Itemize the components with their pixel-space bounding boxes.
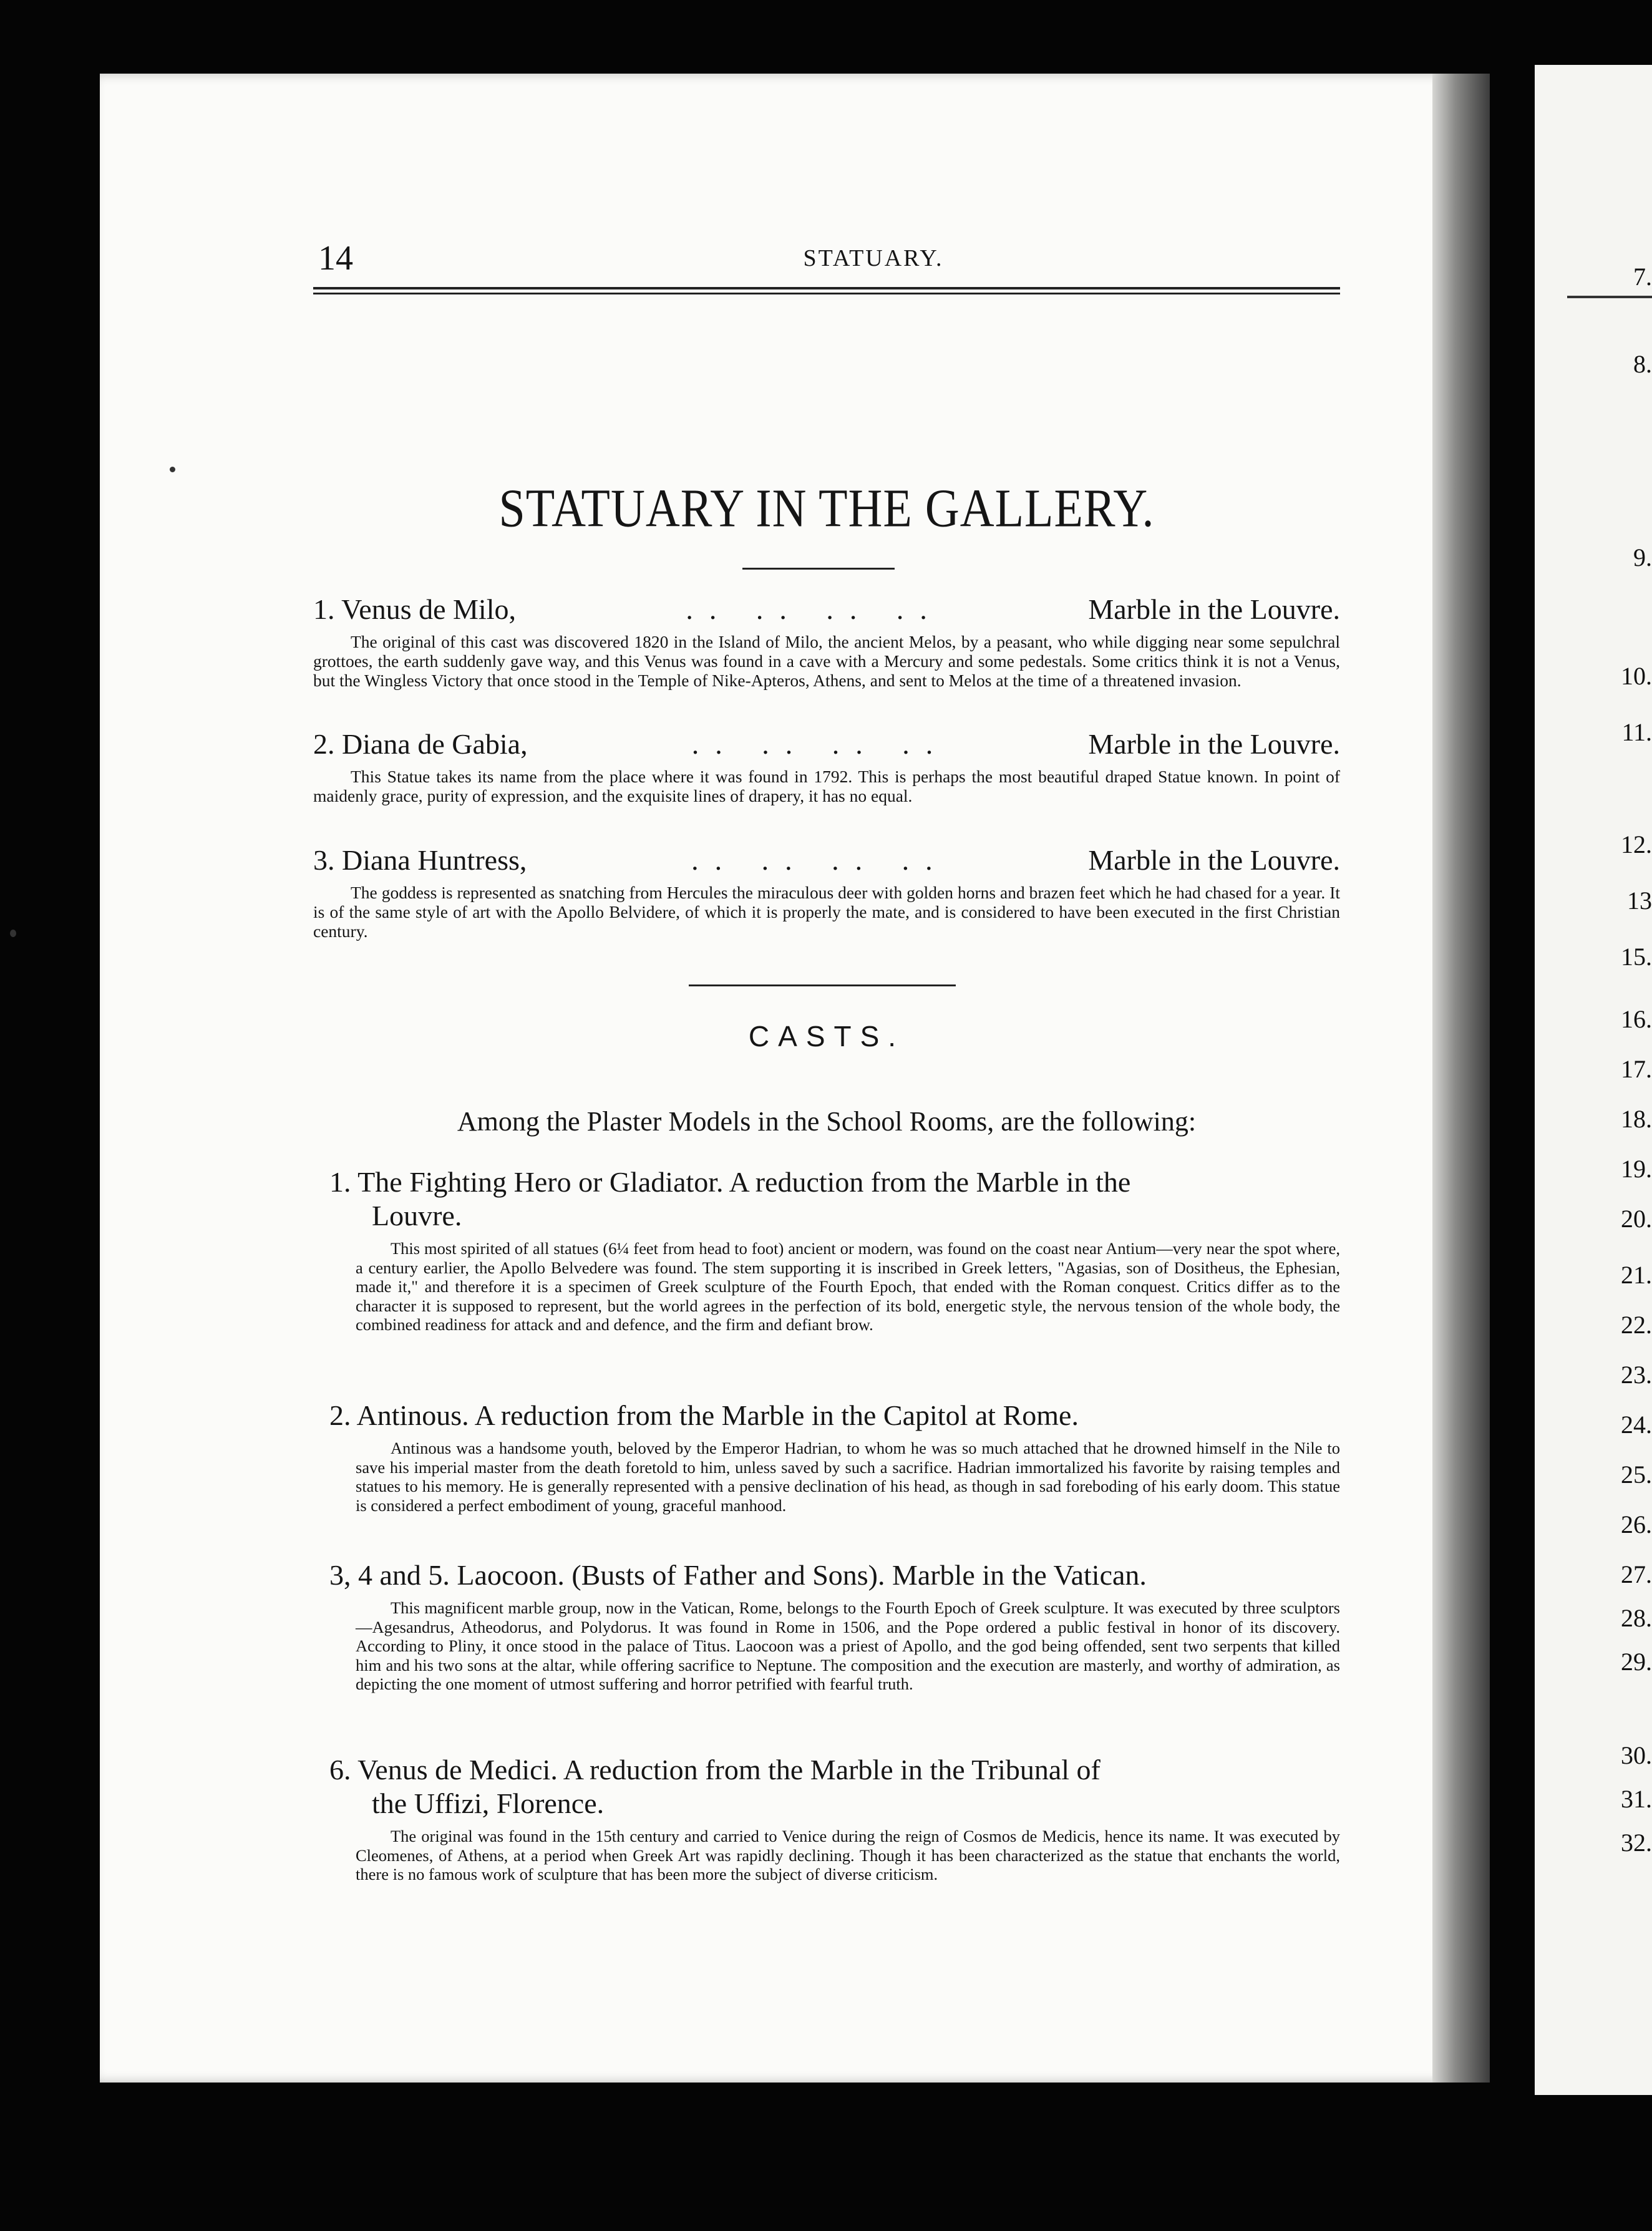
facing-page-number: 25. bbox=[1621, 1461, 1652, 1489]
dust-speck bbox=[10, 930, 16, 937]
entry-description: The goddess is represented as snatching from Hercules the miraculous deer with golden horns and brazen feet which he had chased for a year. It is of the same style of art with the Apollo Belvidere, of which it is properly the mate, and is considered to have been executed in the first Christian century. bbox=[313, 883, 1340, 941]
facing-page bbox=[1535, 65, 1652, 2095]
entry-location: Marble in the Louvre. bbox=[1088, 728, 1340, 760]
section-title: STATUARY IN THE GALLERY. bbox=[498, 478, 1155, 539]
cast-entry bbox=[329, 1165, 1340, 1334]
facing-page-number: 9. bbox=[1633, 543, 1652, 571]
cast-description: The original was found in the 15th century and carried to Venice during the reign of Cosmos de Medicis, hence its name. It was executed by Cleomenes, of Athens, at a period when Greek Art was rapidly declining. Though it has been characterized as the statue that enchants the world, there is no famous work of sculpture that has been more the subject of diverse criticism. bbox=[356, 1827, 1340, 1883]
facing-page-number: 18. bbox=[1621, 1105, 1652, 1133]
facing-page-number: 17. bbox=[1621, 1055, 1652, 1083]
cast-heading: 1. The Fighting Hero or Gladiator. A reduction from the Marble in the Louvre. bbox=[329, 1166, 1131, 1232]
facing-page-number: 27. bbox=[1621, 1560, 1652, 1588]
facing-page-number: 11. bbox=[1621, 718, 1652, 746]
leader-dots: .. .. .. .. bbox=[686, 593, 943, 625]
entry-name: 2. Diana de Gabia, bbox=[313, 728, 528, 760]
cast-description: Antinous was a handsome youth, beloved by the Emperor Hadrian, to whom he was so much attached that he drowned himself in the Nile to save his imperial master from the death foretold to him, unless saved by such a sacrifice. Hadrian immortalized his favorite by raising temples and statues to his memory. He is generally represented with a pensive declination of his head, as though in sad foreboding of his early doom. This statue is considered a perfect embodiment of young, graceful manhood. bbox=[356, 1439, 1340, 1515]
cast-heading: 2. Antinous. A reduction from the Marble in the Capitol at Rome. bbox=[329, 1399, 1079, 1431]
gallery-entry bbox=[313, 727, 1340, 805]
entry-description: The original of this cast was discovered 1820 in the Island of Milo, the ancient Melos, by a peasant, who while digging near some sepulchral grottoes, the earth suddenly gave way, and this Venus was found in a cave with a Mercury and some pedestals. Some critics think it is not a Venus, but the Wingless Victory that once stood in the Temple of Nike-Apteros, Athens, and sent to Melos at the time of a threatened invasion. bbox=[313, 632, 1340, 690]
facing-page-number: 19. bbox=[1621, 1155, 1652, 1183]
header-double-rule bbox=[313, 287, 1340, 298]
entry-description: This Statue takes its name from the place where it was found in 1792. This is perhaps the most beautiful draped Statue known. In point of maidenly grace, purity of expression, and the exquisite lines of drapery, it has no equal. bbox=[313, 767, 1340, 805]
facing-page-number: 21. bbox=[1621, 1261, 1652, 1289]
facing-page-number: 29. bbox=[1621, 1648, 1652, 1676]
cast-entry bbox=[329, 1753, 1340, 1884]
facing-page-number: 13 bbox=[1627, 887, 1652, 915]
entry-name: 3. Diana Huntress, bbox=[313, 844, 527, 876]
page-gutter-shadow bbox=[1432, 74, 1490, 2083]
section-divider bbox=[689, 984, 956, 986]
leader-dots: .. .. .. .. bbox=[691, 728, 950, 760]
facing-page-number: 32. bbox=[1621, 1829, 1652, 1857]
casts-intro: Among the Plaster Models in the School Rooms, are the following: bbox=[457, 1106, 1197, 1137]
facing-page-number: 22. bbox=[1621, 1311, 1652, 1339]
facing-page-number: 16. bbox=[1621, 1005, 1652, 1033]
cast-heading: 6. Venus de Medici. A reduction from the Marble in the Tribunal of the Uffizi, Florence. bbox=[329, 1754, 1101, 1819]
page-number: 14 bbox=[318, 239, 353, 278]
cast-entry bbox=[329, 1399, 1340, 1515]
dust-speck bbox=[170, 467, 175, 472]
facing-page-number: 12. bbox=[1621, 830, 1652, 858]
facing-page-rule bbox=[1567, 296, 1652, 298]
cast-description: This magnificent marble group, now in the Vatican, Rome, belongs to the Fourth Epoch of Greek sculpture. It was executed by three sculptors—Agesandrus, Atheodorus, and Polydorus. It was found in Rome in 1506, and the Pope ordered a public festival in honor of its discovery. According to Pliny, it once stood in the palace of Titus. Laocoon was a priest of Apollo, and the god being offended, sent two serpents that killed him and his two sons at the altar, while offering sacrifice to Neptune. The composition and the execution are masterly, and worthy of admiration, as depicting the one moment of utmost suffering and horror petrified with fearful truth. bbox=[356, 1598, 1340, 1693]
cast-heading: 3, 4 and 5. Laocoon. (Busts of Father and Sons). Marble in the Vatican. bbox=[329, 1559, 1147, 1591]
cast-description: This most spirited of all statues (6¼ feet from head to foot) ancient or modern, was found on the coast near Antium—very near the spot where, a century earlier, the Apollo Belvedere was found. The stem supporting it is inscribed in Greek letters, "Agasias, son of Dositheus, the Ephesian, made it," and therefore it is a specimen of Greek sculpture of the Fourth Epoch, that ended with the Roman conquest. Critics differ as to the character it is supposed to represent, but the world agrees in the perfection of its bold, energetic style, the nervous tension of the whole body, the combined readiness for attack and and defence, and the firm and defiant brow. bbox=[356, 1239, 1340, 1334]
casts-title: CASTS. bbox=[748, 1020, 905, 1052]
entry-location: Marble in the Louvre. bbox=[1088, 593, 1340, 625]
facing-page-number: 30. bbox=[1621, 1741, 1652, 1769]
gallery-entry bbox=[313, 843, 1340, 941]
facing-page-number: 10. bbox=[1621, 662, 1652, 690]
cast-entry bbox=[329, 1558, 1340, 1694]
gallery-entry bbox=[313, 593, 1340, 690]
leader-dots: .. .. .. .. bbox=[691, 844, 949, 876]
facing-page-number: 8. bbox=[1633, 350, 1652, 378]
running-head: STATUARY. bbox=[803, 245, 944, 271]
facing-page-number: 20. bbox=[1621, 1205, 1652, 1233]
title-rule bbox=[742, 568, 895, 570]
entry-name: 1. Venus de Milo, bbox=[313, 593, 516, 625]
facing-page-number: 31. bbox=[1621, 1785, 1652, 1813]
facing-page-number: 26. bbox=[1621, 1510, 1652, 1538]
entry-location: Marble in the Louvre. bbox=[1088, 844, 1340, 876]
facing-page-number: 24. bbox=[1621, 1411, 1652, 1439]
facing-page-number: 7. bbox=[1633, 263, 1652, 291]
facing-page-number: 28. bbox=[1621, 1604, 1652, 1632]
facing-page-number: 23. bbox=[1621, 1361, 1652, 1389]
facing-page-number: 15. bbox=[1621, 943, 1652, 971]
